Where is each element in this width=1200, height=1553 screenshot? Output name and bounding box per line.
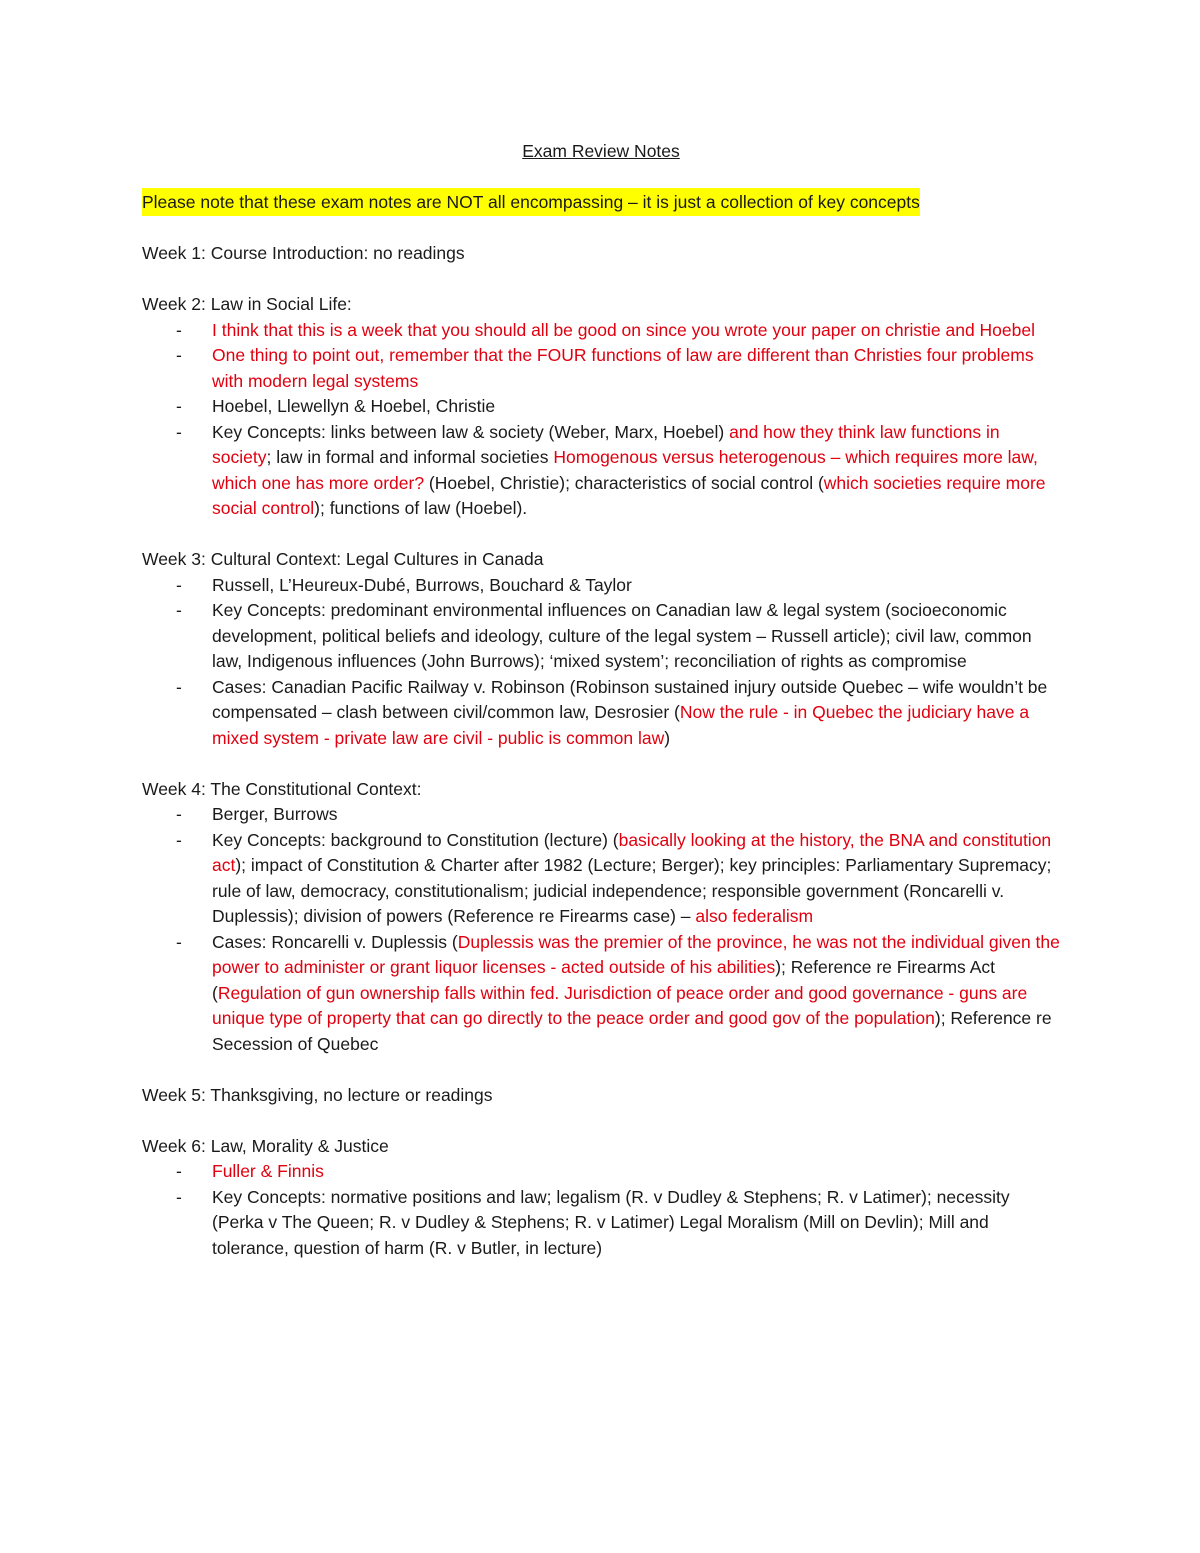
- annotation-text: Regulation of gun ownership falls within fed. Jurisdiction of peace order and good governance - guns are unique type of property that can go directly to the peace order and good gov of the population: [212, 982, 1028, 1028]
- note-text: ): [664, 727, 671, 748]
- week-section: [142, 241, 1060, 267]
- dash-bullet-icon: -: [176, 931, 182, 952]
- annotation-text: which societies require more social control: [212, 472, 1046, 518]
- note-text: Cases: Canadian Pacific Railway v. Robinson (Robinson sustained injury outside Quebec – wife wouldn’t be compensated – clash between civil/common law, Desrosier (: [212, 676, 1048, 722]
- week-section: [142, 292, 1060, 522]
- highlighted-notice: Please note that these exam notes are NOT all encompassing – it is just a collection of key concepts: [142, 188, 920, 216]
- list-item: [142, 1159, 1060, 1185]
- list-item: [142, 675, 1060, 752]
- annotation-text: One thing to point out, remember that the FOUR functions of law are different than Christies four problems with modern legal systems: [212, 345, 1034, 391]
- note-text: ); Reference re Firearms Act (: [212, 957, 995, 1003]
- week-items-list: [142, 1159, 1060, 1261]
- dash-bullet-icon: -: [176, 600, 182, 620]
- week-section: [142, 547, 1060, 751]
- dash-bullet-icon: -: [176, 421, 182, 442]
- note-text: (Hoebel, Christie); characteristics of social control (: [424, 472, 824, 493]
- note-text: Key Concepts: normative positions and law; legalism (R. v Dudley & Stephens; R. v Latimer); necessity (Perka v The Queen; R. v Dudley & Stephens; R. v Latimer) Legal Moralism (Mill on Devlin); Mill and tolerance, question of harm (R. v Butler, in lecture): [212, 1186, 1010, 1258]
- week-heading: Week 1: Course Introduction: no readings: [142, 243, 465, 263]
- week-heading: Week 2: Law in Social Life:: [142, 294, 352, 314]
- note-text: Key Concepts: links between law & society (Weber, Marx, Hoebel): [212, 421, 730, 442]
- annotation-text: also federalism: [695, 906, 814, 926]
- annotation-text: Fuller & Finnis: [212, 1161, 324, 1181]
- dash-bullet-icon: -: [176, 829, 182, 850]
- annotation-text: Now the rule - in Quebec the judiciary have a mixed system - private law are civil - public is common law: [212, 702, 1030, 748]
- list-item: [142, 802, 1060, 828]
- list-item: [142, 930, 1060, 1058]
- dash-bullet-icon: -: [176, 804, 182, 824]
- week-items-list: [142, 802, 1060, 1057]
- list-item: [142, 394, 1060, 420]
- week-section: [142, 1083, 1060, 1109]
- list-item: [142, 420, 1060, 522]
- note-text: ; law in formal and informal societies: [266, 447, 554, 467]
- note-text: Berger, Burrows: [212, 804, 338, 824]
- weeks-container: [142, 241, 1060, 1261]
- dash-bullet-icon: -: [176, 319, 182, 340]
- annotation-text: Duplessis was the premier of the province, he was not the individual given the power to administer or grant liquor licenses - acted outside of his abilities: [212, 931, 1060, 977]
- week-section: [142, 777, 1060, 1058]
- week-heading: Week 4: The Constitutional Context:: [142, 778, 422, 799]
- week-heading: Week 3: Cultural Context: Legal Cultures in Canada: [142, 549, 544, 569]
- note-text: ); Reference re Secession of Quebec: [212, 1008, 1052, 1054]
- note-text: ); functions of law (Hoebel).: [314, 498, 528, 518]
- week-section: [142, 1134, 1060, 1262]
- list-item: [142, 598, 1060, 675]
- dash-bullet-icon: -: [176, 574, 182, 595]
- list-item: [142, 343, 1060, 394]
- annotation-text: basically looking at the history, the BNA and constitution act: [212, 829, 1052, 875]
- list-item: [142, 318, 1060, 344]
- dash-bullet-icon: -: [176, 676, 182, 697]
- note-text: Hoebel, Llewellyn & Hoebel, Christie: [212, 396, 496, 416]
- note-text: Cases: Roncarelli v. Duplessis (: [212, 931, 458, 952]
- annotation-text: I think that this is a week that you should all be good on since you wrote your paper on christie and Hoebel: [212, 319, 1035, 340]
- document-title: Exam Review Notes: [522, 141, 680, 161]
- week-heading: Week 6: Law, Morality & Justice: [142, 1135, 389, 1156]
- dash-bullet-icon: -: [176, 345, 182, 365]
- dash-bullet-icon: -: [176, 1186, 182, 1207]
- notice-block: [142, 190, 1060, 216]
- week-items-list: [142, 573, 1060, 752]
- list-item: [142, 1185, 1060, 1262]
- annotation-text: and how they think law functions in society: [212, 421, 1000, 467]
- annotation-text: Homogenous versus heterogenous – which requires more law, which one has more order?: [212, 447, 1038, 493]
- note-text: Key Concepts: background to Constitution (lecture) (: [212, 829, 619, 850]
- week-heading: Week 5: Thanksgiving, no lecture or readings: [142, 1084, 493, 1105]
- note-text: Russell, L’Heureux-Dubé, Burrows, Bouchard & Taylor: [212, 574, 632, 595]
- week-items-list: [142, 318, 1060, 522]
- dash-bullet-icon: -: [176, 396, 182, 416]
- list-item: [142, 573, 1060, 599]
- list-item: [142, 828, 1060, 930]
- note-text: ); impact of Constitution & Charter after 1982 (Lecture; Berger); key principles: Parliamentary Supremacy; rule of law, democracy, constitutionalism; judicial independence; responsible government (Roncarelli v. Duplessis); division of powers (Reference re Firearms case) –: [212, 855, 1052, 926]
- note-text: Key Concepts: predominant environmental influences on Canadian law & legal system (socioeconomic development, political beliefs and ideology, culture of the legal system – Russell article); civil law, common law, Indigenous influences (John Burrows); ‘mixed system’; reconciliation of rights as compromise: [212, 600, 1032, 671]
- dash-bullet-icon: -: [176, 1161, 182, 1181]
